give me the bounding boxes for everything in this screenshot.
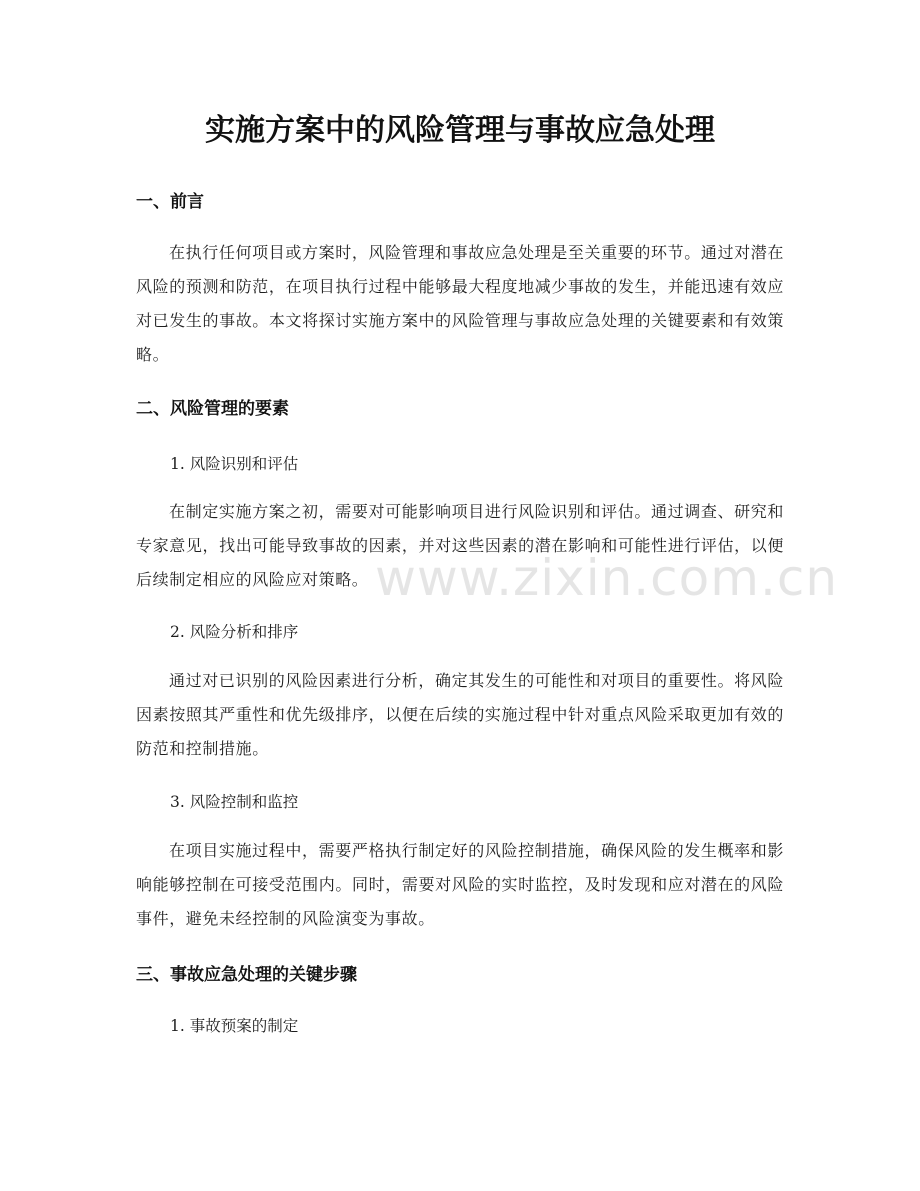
risk-identification-paragraph: 在制定实施方案之初，需要对可能影响项目进行风险识别和评估。通过调查、研究和专家意见，找出可能导致事故的因素，并对这些因素的潜在影响和可能性进行评估，以便后续制定相应的风险应对策略。 [136,502,784,589]
risk-control-paragraph: 在项目实施过程中，需要严格执行制定好的风险控制措施，确保风险的发生概率和影响能够控制在可接受范围内。同时，需要对风险的实时监控，及时发现和应对潜在的风险事件，避免未经控制的风险演变为事故。 [136,841,784,928]
watermark: www.zixin.com.cn [375,549,839,607]
subheading-risk-analysis: 2. 风险分析和排序 [170,623,299,641]
document-title: 实施方案中的风险管理与事故应急处理 [205,113,715,148]
section-heading-preface: 一、前言 [136,192,204,212]
subheading-risk-control: 3. 风险控制和监控 [170,793,299,811]
subheading-emergency-plan: 1. 事故预案的制定 [170,1017,299,1035]
risk-analysis-paragraph: 通过对已识别的风险因素进行分析，确定其发生的可能性和对项目的重要性。将风险因素按照其严重性和优先级排序，以便在后续的实施过程中针对重点风险采取更加有效的防范和控制措施。 [136,671,784,758]
subheading-risk-identification: 1. 风险识别和评估 [170,455,299,473]
preface-paragraph: 在执行任何项目或方案时，风险管理和事故应急处理是至关重要的环节。通过对潜在风险的预测和防范，在项目执行过程中能够最大程度地减少事故的发生，并能迅速有效应对已发生的事故。本文将探讨实施方案中的风险管理与事故应急处理的关键要素和有效策略。 [136,243,784,364]
section-heading-risk-elements: 二、风险管理的要素 [136,399,289,419]
section-heading-emergency-steps: 三、事故应急处理的关键步骤 [136,965,357,985]
